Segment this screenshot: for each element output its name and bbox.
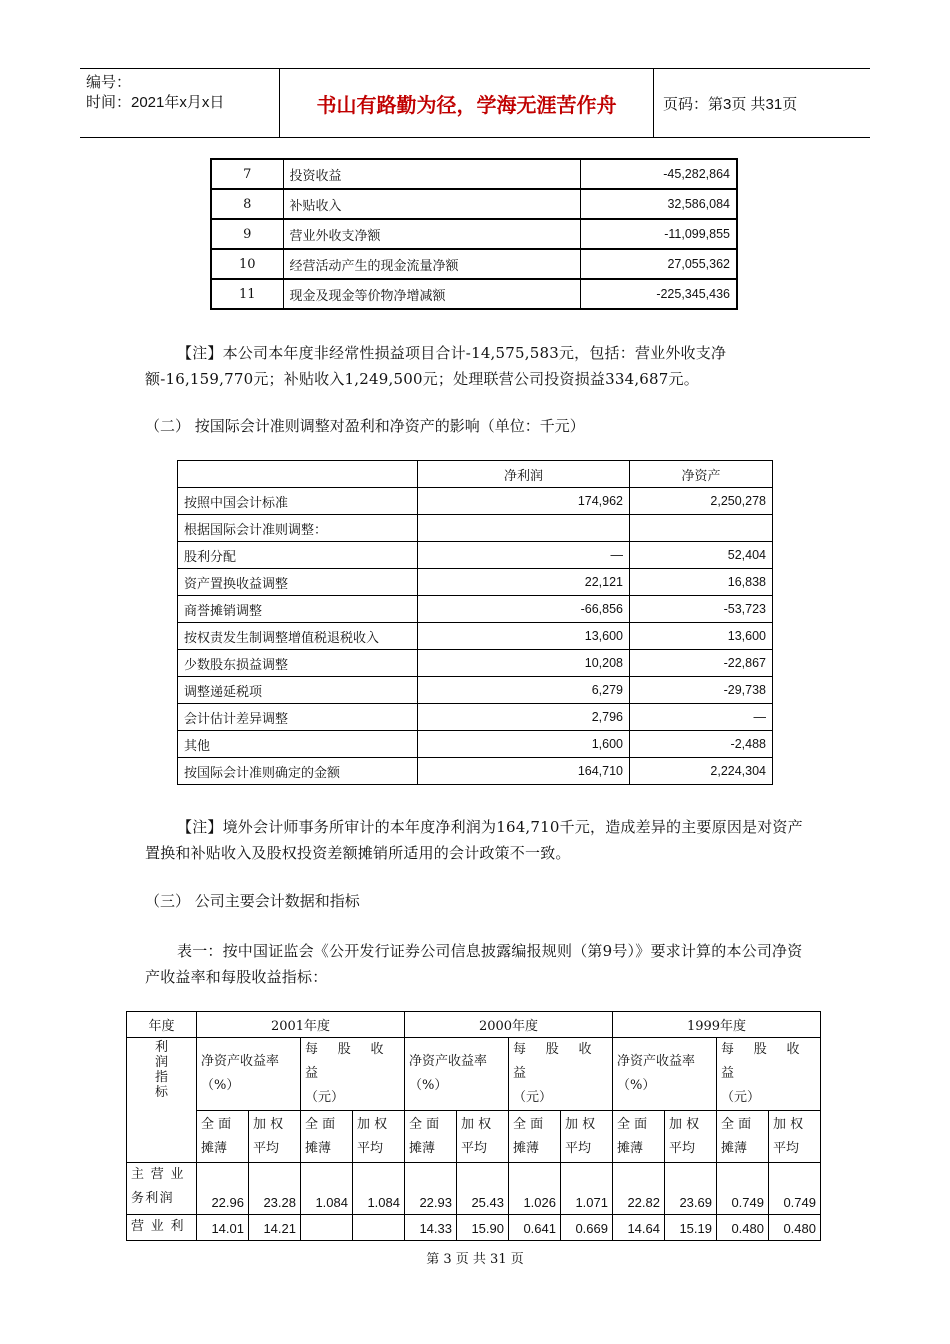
fully-diluted-header xyxy=(197,1111,249,1163)
year-1999: 1999年度 xyxy=(613,1012,821,1038)
table-row xyxy=(127,1163,821,1215)
fully-diluted-header xyxy=(509,1111,561,1163)
sub-header-line-1: 加 权 xyxy=(461,1116,492,1132)
row-label: 资产置换收益调整 xyxy=(178,569,418,596)
row-net-profit: 10,208 xyxy=(418,650,630,677)
row-net-profit: 6,279 xyxy=(418,677,630,704)
row-number: 11 xyxy=(211,279,283,309)
fully-diluted-header xyxy=(301,1111,353,1163)
cell-value: 15.19 xyxy=(665,1215,717,1241)
row-value: -11,099,855 xyxy=(580,219,737,249)
cell-value: 14.64 xyxy=(613,1215,665,1241)
row-item: 营业外收支净额 xyxy=(283,219,580,249)
sub-header-line-1: 加 权 xyxy=(669,1116,700,1132)
row-header xyxy=(127,1038,197,1163)
cell-value: 14.33 xyxy=(405,1215,457,1241)
cell-value: 0.749 xyxy=(717,1163,769,1215)
row-label-line-2: 务利润 xyxy=(131,1191,174,1206)
sub-header-line-1: 全 面 xyxy=(513,1116,544,1132)
table-row xyxy=(178,677,773,704)
cell-value: 25.43 xyxy=(457,1163,509,1215)
cell-value: 22.96 xyxy=(197,1163,249,1215)
weighted-average-header xyxy=(561,1111,613,1163)
row-net-profit: — xyxy=(418,542,630,569)
row-label: 少数股东损益调整 xyxy=(178,650,418,677)
row-label: 会计估计差异调整 xyxy=(178,704,418,731)
sub-header-line-2: 平均 xyxy=(669,1140,696,1156)
row-label xyxy=(127,1215,197,1241)
cell-value: 23.28 xyxy=(249,1163,301,1215)
fully-diluted-header xyxy=(405,1111,457,1163)
cell-value: 14.21 xyxy=(249,1215,301,1241)
row-item: 投资收益 xyxy=(283,159,580,189)
section-2-title: （二） 按国际会计准则调整对盈利和净资产的影响（单位：千元） xyxy=(145,417,585,435)
row-value: -225,345,436 xyxy=(580,279,737,309)
cell-value xyxy=(301,1215,353,1241)
sub-header-line-1: 全 面 xyxy=(201,1116,232,1132)
sub-header-line-1: 加 权 xyxy=(357,1116,388,1132)
table-header-row xyxy=(178,461,773,488)
sub-header-line-2: 平均 xyxy=(461,1140,488,1156)
row-value: -45,282,864 xyxy=(580,159,737,189)
table-row xyxy=(178,488,773,515)
eps-label-text: 每 股 收 益 xyxy=(513,1042,600,1081)
table-row xyxy=(178,569,773,596)
row-net-profit: 13,600 xyxy=(418,623,630,650)
eps-unit: （元） xyxy=(305,1090,345,1105)
table-row xyxy=(211,249,737,279)
eps-label-text: 每 股 收 益 xyxy=(305,1042,392,1081)
cell-value: 14.01 xyxy=(197,1215,249,1241)
row-net-assets: 16,838 xyxy=(630,569,773,596)
header-motto: 书山有路勤为径，学海无涯苦作舟 xyxy=(280,69,654,137)
sub-header-line-2: 平均 xyxy=(253,1140,280,1156)
row-header-text: 利润指标 xyxy=(155,1040,169,1100)
sub-header-line-1: 全 面 xyxy=(305,1116,336,1132)
eps-label xyxy=(513,1038,608,1086)
row-net-profit: 2,796 xyxy=(418,704,630,731)
note-1: 【注】本公司本年度非经常性损益项目合计-14,575,583元，包括：营业外收支净额-16,159,770元；补贴收入1,249,500元；处理联营公司投资损益334,687元。 xyxy=(145,344,727,388)
sub-header-line-1: 加 权 xyxy=(253,1116,284,1132)
sub-header-line-2: 平均 xyxy=(357,1140,384,1156)
section-3-title: （三） 公司主要会计数据和指标 xyxy=(145,892,360,910)
row-number: 10 xyxy=(211,249,283,279)
roe-unit: （%） xyxy=(201,1078,240,1093)
table-intro: 表一：按中国证监会《公开发行证券公司信息披露编报规则（第9号）》要求计算的本公司净资产收益率和每股收益指标： xyxy=(145,942,803,986)
sub-header-line-2: 摊薄 xyxy=(305,1140,332,1156)
roe-eps-table xyxy=(126,1011,821,1241)
cell-value: 1.026 xyxy=(509,1163,561,1215)
row-label: 调整递延税项 xyxy=(178,677,418,704)
cell-value: 1.071 xyxy=(561,1163,613,1215)
row-net-assets: -53,723 xyxy=(630,596,773,623)
row-label: 按权责发生制调整增值税退税收入 xyxy=(178,623,418,650)
page-header xyxy=(80,68,870,138)
number-label: 编号： xyxy=(86,74,132,91)
summary-table xyxy=(210,158,738,310)
fully-diluted-header xyxy=(613,1111,665,1163)
row-net-assets: — xyxy=(630,704,773,731)
cell-value: 0.749 xyxy=(769,1163,821,1215)
year-header: 年度 xyxy=(127,1012,197,1038)
row-number: 8 xyxy=(211,189,283,219)
eps-header xyxy=(301,1038,405,1111)
table-row xyxy=(178,542,773,569)
header-net-profit: 净利润 xyxy=(418,461,630,488)
sub-header-line-2: 平均 xyxy=(565,1140,592,1156)
table-row xyxy=(211,189,737,219)
year-2001: 2001年度 xyxy=(197,1012,405,1038)
row-net-profit xyxy=(418,515,630,542)
table-row xyxy=(178,596,773,623)
eps-unit: （元） xyxy=(513,1090,553,1105)
sub-header-line-2: 平均 xyxy=(773,1140,800,1156)
cell-value: 22.93 xyxy=(405,1163,457,1215)
roe-label: 净资产收益率 xyxy=(201,1054,280,1069)
roe-header xyxy=(405,1038,509,1111)
page-footer: 第 3 页 共 31 页 xyxy=(426,1252,524,1267)
note-2: 【注】境外会计师事务所审计的本年度净利润为164,710千元，造成差异的主要原因是对资产置换和补贴收入及股权投资差额摊销所适用的会计政策不一致。 xyxy=(145,818,803,862)
cell-value: 1.084 xyxy=(353,1163,405,1215)
row-label: 其他 xyxy=(178,731,418,758)
cell-value: 1.084 xyxy=(301,1163,353,1215)
table-row xyxy=(211,279,737,309)
sub-header-line-2: 摊薄 xyxy=(409,1140,436,1156)
roe-label: 净资产收益率 xyxy=(409,1054,488,1069)
sub-header-line-1: 全 面 xyxy=(617,1116,648,1132)
row-label: 根据国际会计准则调整： xyxy=(178,515,418,542)
cell-value: 15.90 xyxy=(457,1215,509,1241)
weighted-average-header xyxy=(769,1111,821,1163)
eps-label xyxy=(305,1038,400,1086)
header-net-assets: 净资产 xyxy=(630,461,773,488)
time-label: 时间：2021年x月x日 xyxy=(86,94,225,111)
sub-header-line-2: 摊薄 xyxy=(513,1140,540,1156)
row-label-line-1: 主 营 业 xyxy=(131,1167,185,1182)
table-row xyxy=(178,623,773,650)
sub-header-line-2: 摊薄 xyxy=(201,1140,228,1156)
cell-value: 0.480 xyxy=(769,1215,821,1241)
weighted-average-header xyxy=(353,1111,405,1163)
year-2000: 2000年度 xyxy=(405,1012,613,1038)
table-row xyxy=(178,758,773,785)
eps-label xyxy=(721,1038,816,1086)
row-net-profit: 1,600 xyxy=(418,731,630,758)
row-number: 9 xyxy=(211,219,283,249)
weighted-average-header xyxy=(249,1111,301,1163)
roe-unit: （%） xyxy=(617,1078,656,1093)
cell-value: 22.82 xyxy=(613,1163,665,1215)
roe-header xyxy=(197,1038,301,1111)
row-item: 补贴收入 xyxy=(283,189,580,219)
row-net-assets: -29,738 xyxy=(630,677,773,704)
roe-label: 净资产收益率 xyxy=(617,1054,696,1069)
sub-header-line-2: 摊薄 xyxy=(617,1140,644,1156)
table-row xyxy=(178,650,773,677)
roe-unit: （%） xyxy=(409,1078,448,1093)
row-label: 按国际会计准则确定的金额 xyxy=(178,758,418,785)
cell-value xyxy=(353,1215,405,1241)
table-row xyxy=(178,731,773,758)
table-row xyxy=(211,219,737,249)
row-item: 经营活动产生的现金流量净额 xyxy=(283,249,580,279)
row-label: 按照中国会计标准 xyxy=(178,488,418,515)
row-net-profit: -66,856 xyxy=(418,596,630,623)
cell-value: 0.669 xyxy=(561,1215,613,1241)
row-net-assets: 2,224,304 xyxy=(630,758,773,785)
row-net-assets: 2,250,278 xyxy=(630,488,773,515)
row-net-profit: 174,962 xyxy=(418,488,630,515)
roe-header xyxy=(613,1038,717,1111)
sub-header-line-1: 全 面 xyxy=(721,1116,752,1132)
row-net-assets: -2,488 xyxy=(630,731,773,758)
sub-header-line-1: 加 权 xyxy=(565,1116,596,1132)
fully-diluted-header xyxy=(717,1111,769,1163)
table-row xyxy=(178,515,773,542)
row-label: 商誉摊销调整 xyxy=(178,596,418,623)
row-value: 27,055,362 xyxy=(580,249,737,279)
eps-unit: （元） xyxy=(721,1090,761,1105)
row-value: 32,586,084 xyxy=(580,189,737,219)
table-row xyxy=(178,704,773,731)
row-label-line-1: 营 业 利 xyxy=(131,1219,185,1234)
row-net-assets: 13,600 xyxy=(630,623,773,650)
eps-header xyxy=(717,1038,821,1111)
table-row xyxy=(211,159,737,189)
row-net-assets xyxy=(630,515,773,542)
eps-header xyxy=(509,1038,613,1111)
row-item: 现金及现金等价物净增减额 xyxy=(283,279,580,309)
weighted-average-header xyxy=(665,1111,717,1163)
row-net-assets: -22,867 xyxy=(630,650,773,677)
row-net-assets: 52,404 xyxy=(630,542,773,569)
header-meta xyxy=(80,69,280,137)
cell-value: 0.480 xyxy=(717,1215,769,1241)
table-row xyxy=(127,1215,821,1241)
row-label: 股利分配 xyxy=(178,542,418,569)
weighted-average-header xyxy=(457,1111,509,1163)
row-number: 7 xyxy=(211,159,283,189)
sub-header-line-1: 全 面 xyxy=(409,1116,440,1132)
header-page-label: 页码：第3页 共31页 xyxy=(663,95,798,113)
ias-adjustment-table xyxy=(177,460,773,785)
sub-header-line-1: 加 权 xyxy=(773,1116,804,1132)
sub-header-line-2: 摊薄 xyxy=(721,1140,748,1156)
row-label xyxy=(127,1163,197,1215)
cell-value: 0.641 xyxy=(509,1215,561,1241)
header-blank xyxy=(178,461,418,488)
eps-label-text: 每 股 收 益 xyxy=(721,1042,808,1081)
row-net-profit: 164,710 xyxy=(418,758,630,785)
cell-value: 23.69 xyxy=(665,1163,717,1215)
row-net-profit: 22,121 xyxy=(418,569,630,596)
